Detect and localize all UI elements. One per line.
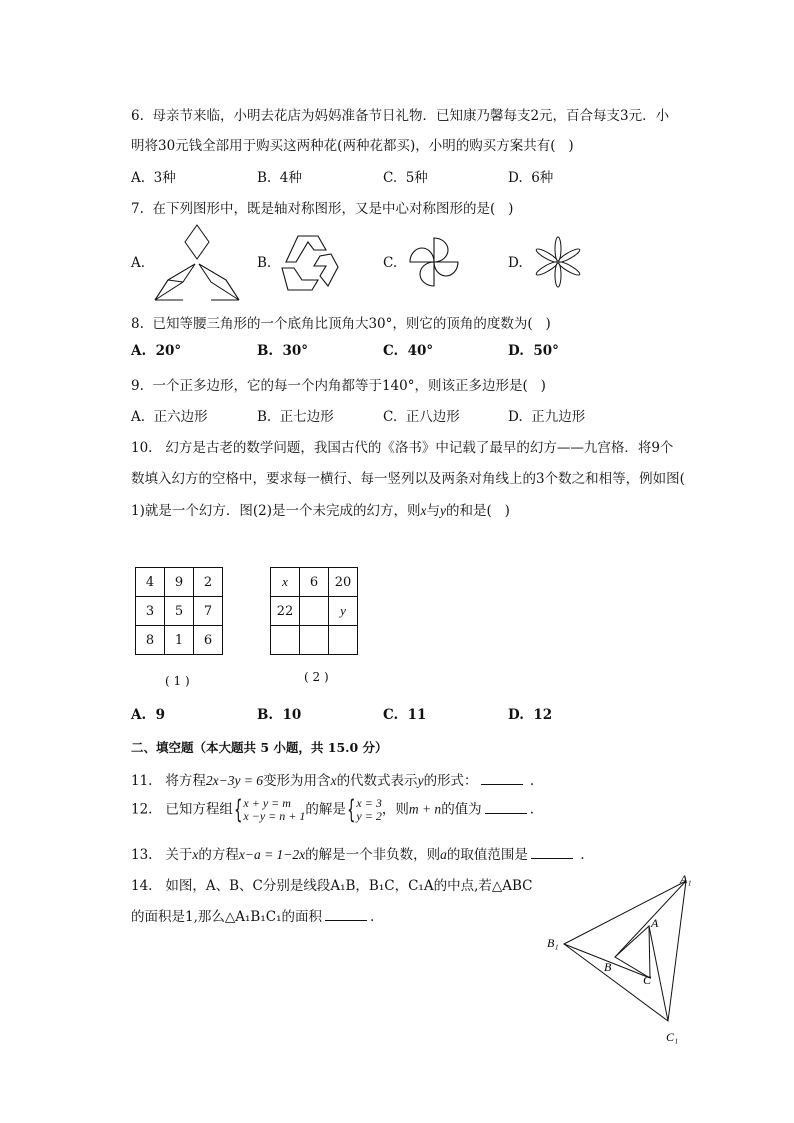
grid-cell: 6 <box>300 568 329 597</box>
equation-row: x −y = n + 1 <box>243 809 306 823</box>
q11-text: 的形式： <box>423 773 478 789</box>
q9-option-b: B. 正七边形 <box>257 409 334 425</box>
equation-row: y = 2 <box>356 809 382 823</box>
q13-equation: x−a = 1−2x <box>238 847 306 862</box>
q12-text: 的值为 <box>441 801 482 818</box>
equation-row: x = 3 <box>356 796 382 810</box>
q14-text: 的面积是1,那么△A₁B₁C₁的面积 <box>131 909 322 925</box>
q10-line2: 数填入幻方的空格中，要求每一横行、每一竖列以及两条对角线上的3个数之和相等，例如图( <box>131 471 685 487</box>
section-heading: 二、填空题（本大题共 5 小题，共 15.0 分） <box>131 740 388 755</box>
q10-line3-text: 1)就是一个幻方．图(2)是一个未完成的幻方，则 <box>131 503 421 519</box>
q6-option-d: D. 6种 <box>508 170 554 186</box>
q14-text: . <box>370 909 375 925</box>
grid-cell: 9 <box>165 568 194 597</box>
point-label-a1: A₁ <box>680 872 692 886</box>
grid-cell: 20 <box>329 568 358 597</box>
equation-system-2 <box>356 797 381 823</box>
q6-option-b: B. 4种 <box>257 170 302 186</box>
q6-option-a: A. 3种 <box>131 170 176 186</box>
triangle-figure <box>540 865 700 1050</box>
q7-label-a: A. <box>131 255 146 271</box>
var-x: x <box>192 847 199 862</box>
q11-equation: 2x−3y = 6 <box>205 773 264 788</box>
point-label-a: A <box>651 916 659 930</box>
q9-option-c: C. 正八边形 <box>383 409 460 425</box>
q9-stem: 9. 一个正多边形，它的每一个内角都等于140°，则该正多边形是( ) <box>131 378 546 394</box>
var-a: a <box>440 847 447 862</box>
q8-option-a: A. 20° <box>131 343 182 359</box>
grid-cell: 1 <box>165 626 194 655</box>
point-label-b: B <box>604 960 612 974</box>
grid-cell: 7 <box>194 597 223 626</box>
q11-text: 的代数式表示 <box>336 773 418 789</box>
answer-blank[interactable] <box>325 908 367 921</box>
q7-stem: 7. 在下列图形中，既是轴对称图形，又是中心对称图形的是( ) <box>131 201 514 217</box>
var-x: x <box>420 503 427 518</box>
var-x: x <box>330 773 337 788</box>
q6-line2: 明将30元钱全部用于购买这两种花(两种花都买)，小明的购买方案共有( ) <box>131 138 574 154</box>
grid-cell <box>300 626 329 655</box>
q13-text: 的解是一个非负数，则 <box>305 847 441 863</box>
grid-cell: y <box>329 597 358 626</box>
q8-option-c: C. 40° <box>383 343 434 359</box>
pinwheel-figure <box>406 234 462 290</box>
grid-cell <box>329 626 358 655</box>
q10-option-a: A. 9 <box>131 707 165 723</box>
grid-cell: 4 <box>136 568 165 597</box>
answer-blank[interactable] <box>481 772 523 785</box>
answer-blank[interactable] <box>531 846 573 859</box>
q14-line1: 14. 如图，A、B、C分别是线段A₁B，B₁C，C₁A的中点,若△ABC <box>131 878 533 894</box>
q13-text: 的取值范围是 <box>446 847 528 863</box>
three-diamond-figure <box>150 222 245 302</box>
q6-option-c: C. 5种 <box>383 170 428 186</box>
caption-1: ( 1 ) <box>165 674 190 688</box>
q12-text: . <box>529 801 534 818</box>
recycle-arrows-figure <box>276 232 341 292</box>
answer-blank[interactable] <box>485 801 527 814</box>
q12-text: ，则 <box>381 801 409 818</box>
q12-line <box>131 797 534 823</box>
q10-line3-text: 的和是( ) <box>445 503 510 519</box>
grid-cell: 3 <box>136 597 165 626</box>
q10-option-b: B. 10 <box>257 707 302 723</box>
q11-text: 变形为用含 <box>263 773 331 789</box>
equation-system-1 <box>243 797 305 823</box>
q14-line2 <box>131 905 374 925</box>
q10-line3 <box>131 499 510 519</box>
caption-2: ( 2 ) <box>304 670 329 684</box>
q9-option-d: D. 正九边形 <box>508 409 586 425</box>
point-label-c1: C₁ <box>666 1030 679 1044</box>
q10-option-d: D. 12 <box>508 707 553 723</box>
q8-option-b: B. 30° <box>257 343 309 359</box>
q12-expression: m + n <box>408 801 442 817</box>
grid-cell: 8 <box>136 626 165 655</box>
var-y: y <box>439 503 446 518</box>
q13-line <box>131 843 585 863</box>
q7-label-b: B. <box>257 255 272 271</box>
grid-cell <box>300 597 329 626</box>
q11-text: . <box>529 773 535 789</box>
q7-label-d: D. <box>508 255 523 271</box>
grid-cell: 6 <box>194 626 223 655</box>
var-y: y <box>417 773 424 788</box>
q10-line1: 10. 幻方是古老的数学问题，我国古代的《洛书》中记载了最早的幻方——九宫格．将9个 <box>131 440 674 456</box>
grid-cell: x <box>271 568 300 597</box>
point-label-b1: B₁ <box>547 936 559 950</box>
q10-option-c: C. 11 <box>383 707 427 723</box>
q6-line1: 6. 母亲节来临，小明去花店为妈妈准备节日礼物．已知康乃馨每支2元，百合每支3元．小 <box>131 108 670 124</box>
q10-line3-text: 与 <box>426 503 440 519</box>
equation-row: x + y = m <box>243 796 291 810</box>
q13-text: 的方程 <box>198 847 239 863</box>
grid-cell: 5 <box>165 597 194 626</box>
q12-text: 的解是 <box>305 801 346 818</box>
q8-stem: 8. 已知等腰三角形的一个底角比顶角大30°，则它的顶角的度数为( ) <box>131 316 551 332</box>
q12-text: 12. 已知方程组 <box>131 801 233 818</box>
q13-text: . <box>580 847 585 863</box>
six-petal-flower-figure <box>532 236 584 288</box>
point-label-c: C <box>643 973 652 987</box>
q11-line <box>131 769 534 789</box>
magic-square-1 <box>135 567 223 655</box>
grid-cell: 2 <box>194 568 223 597</box>
magic-square-2 <box>270 567 358 655</box>
grid-cell: 22 <box>271 597 300 626</box>
q11-text: 11. 将方程 <box>131 773 206 789</box>
left-brace-icon: { <box>233 795 243 825</box>
left-brace-icon: { <box>346 795 356 825</box>
q7-label-c: C. <box>383 255 398 271</box>
q8-option-d: D. 50° <box>508 343 559 359</box>
grid-cell <box>271 626 300 655</box>
q13-text: 13. 关于 <box>131 847 193 863</box>
q9-option-a: A. 正六边形 <box>131 409 208 425</box>
